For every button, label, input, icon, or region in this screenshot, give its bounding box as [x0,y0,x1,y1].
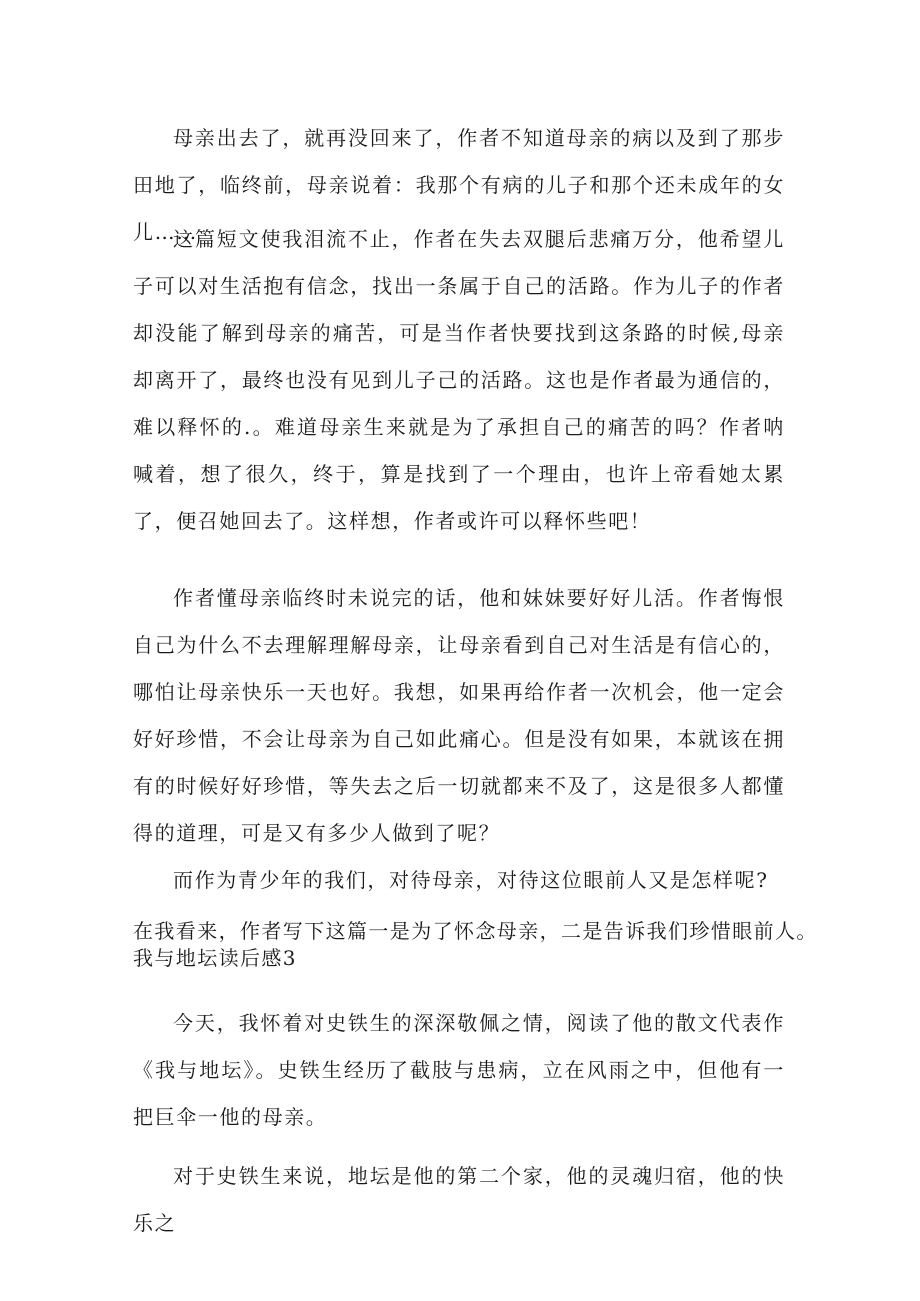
paragraph-conclusion: 在我看来，作者写下这篇一是为了怀念母亲，二是告诉我们珍惜眼前人。 [133,919,818,943]
paragraph-tears: 这篇短文使我泪流不止，作者在失去双腿后悲痛万分，他希望儿子可以对生活抱有信念，找出一条属于自己的活路。作为儿子的作者却没能了解到母亲的痛苦，可是当作者快要找到这条路的时候,母亲却离开了，最终也没有见到儿子己的活路。这也是作者最为通信的，难以释怀的.。难道母亲生来就是为了承担自己的痛苦的吗？作者呐喊着，想了很久，终于，算是找到了一个理由，也许上帝看她太累了，便召她回去了。这样想，作者或许可以释怀些吧！ [133,227,785,533]
paragraph-mother-left: 母亲出去了，就再没回来了，作者不知道母亲的病以及到了那步田地了，临终前，母亲说着：我那个有病的儿子和那个还未成年的女儿…… [133,126,785,244]
paragraph-today: 今天，我怀着对史铁生的深深敬佩之情，阅读了他的散文代表作《我与地坛》。史铁生经历了截肢与患病，立在风雨之中，但他有一把巨伞一他的母亲。 [133,1011,785,1129]
paragraph-regret: 作者懂母亲临终时未说完的话，他和妹妹要好好儿活。作者悔恨自己为什么不去理解理解母亲，让母亲看到自己对生活是有信心的，哪怕让母亲快乐一天也好。我想，如果再给作者一次机会，他一定会好好珍惜，不会让母亲为自己如此痛心。但是没有如果，本就该在拥有的时候好好珍惜，等失去之后一切就都来不及了，这是很多人都懂得的道理，可是又有多少人做到了呢？ [133,586,785,845]
paragraph-ditan-home: 对于史铁生来说，地坛是他的第二个家，他的灵魂归宿，他的快乐之 [133,1164,785,1235]
paragraph-youth-question: 而作为青少年的我们，对待母亲，对待这位眼前人又是怎样呢? [173,868,769,892]
section-heading: 我与地坛读后感3 [133,946,297,970]
